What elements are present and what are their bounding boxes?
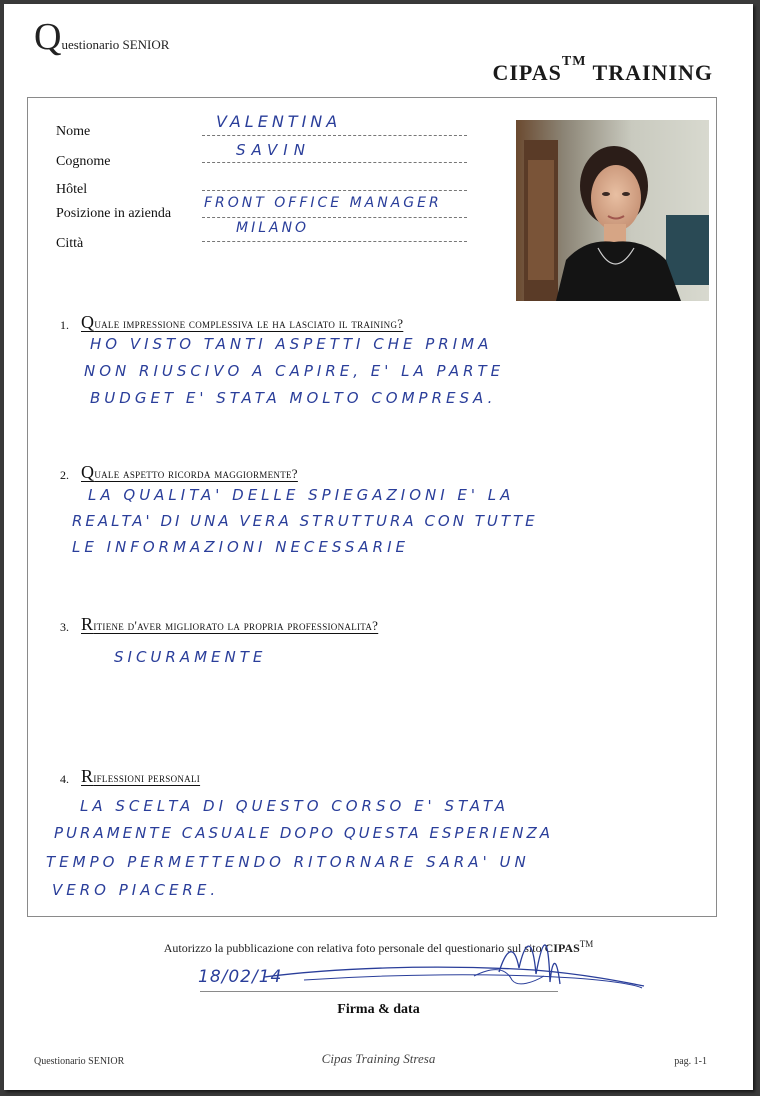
answer-4-line-1: LA SCELTA DI QUESTO CORSO E' STATA	[80, 797, 509, 815]
posizione-line	[202, 217, 467, 218]
footer-right: pag. 1-1	[674, 1056, 707, 1067]
cognome-value: SAVIN	[236, 141, 311, 159]
question-3-number: 3.	[60, 620, 69, 634]
nome-label: Nome	[56, 124, 91, 139]
footer-left: Questionario SENIOR	[34, 1056, 125, 1067]
brand-initial: Q	[34, 16, 62, 58]
cognome-label: Cognome	[56, 154, 111, 169]
question-1-text: Quale impressione complessiva le ha lasciato il training?	[81, 312, 404, 332]
title-main: CIPAS	[492, 60, 562, 85]
answer-4-line-4: VERO PIACERE.	[52, 881, 220, 899]
posizione-label: Posizione in azienda	[56, 206, 172, 221]
question-4-number: 4.	[60, 772, 69, 786]
question-2-number: 2.	[60, 468, 69, 482]
posizione-value: FRONT OFFICE MANAGER	[204, 195, 442, 211]
cognome-line	[202, 162, 467, 163]
footer-center: Cipas Training Stresa	[321, 1051, 436, 1066]
answer-1-line-3: BUDGET E' STATA MOLTO COMPRESA.	[90, 389, 497, 407]
title-trademark: TM	[561, 54, 587, 69]
citta-line	[202, 241, 467, 242]
profile-photo	[516, 120, 709, 301]
question-4-text: Riflessioni personali	[81, 766, 201, 786]
handwritten-signature	[244, 922, 654, 1002]
hotel-line	[202, 190, 467, 191]
signature-label: Firma & data	[337, 1002, 420, 1017]
question-2-text: Quale aspetto ricorda maggiormente?	[81, 462, 298, 482]
nome-line	[202, 135, 467, 136]
question-1-number: 1.	[60, 318, 69, 332]
title-tail: TRAINING	[586, 60, 713, 85]
page-title	[492, 54, 713, 86]
portrait-image	[516, 120, 709, 301]
hotel-label: Hôtel	[56, 182, 88, 197]
citta-label: Città	[56, 236, 84, 251]
question-3-text: Ritiene d'aver migliorato la propria professionalita?	[81, 614, 379, 634]
answer-3-line-1: SICURAMENTE	[114, 648, 267, 666]
answer-2-line-1: LA QUALITA' DELLE SPIEGAZIONI E' LA	[88, 486, 515, 504]
authorization-sentence: Autorizzo la pubblicazione con relativa foto personale del questionario sul sito	[163, 941, 545, 955]
brand-header	[34, 18, 169, 56]
brand-name: uestionario SENIOR	[61, 37, 170, 52]
authorization-brand: CIPAS	[544, 941, 580, 955]
nome-value: VALENTINA	[216, 112, 342, 131]
citta-value: MILANO	[236, 220, 310, 236]
signature-date: 18/02/14	[198, 967, 283, 987]
answer-2-line-3: LE INFORMAZIONI NECESSARIE	[72, 538, 409, 556]
signature-line	[200, 991, 558, 992]
answer-1-line-1: HO VISTO TANTI ASPETTI CHE PRIMA	[90, 335, 493, 353]
answer-4-line-2: PURAMENTE CASUALE DOPO QUESTA ESPERIENZA	[54, 824, 554, 842]
authorization-trademark: TM	[579, 939, 594, 949]
answer-1-line-2: NON RIUSCIVO A CAPIRE, E' LA PARTE	[84, 362, 505, 380]
answer-2-line-2: REALTA' DI UNA VERA STRUTTURA CON TUTTE	[72, 512, 538, 530]
questionnaire-page	[4, 4, 753, 1090]
answer-4-line-3: TEMPO PERMETTENDO RITORNARE SARA' UN	[46, 853, 530, 871]
